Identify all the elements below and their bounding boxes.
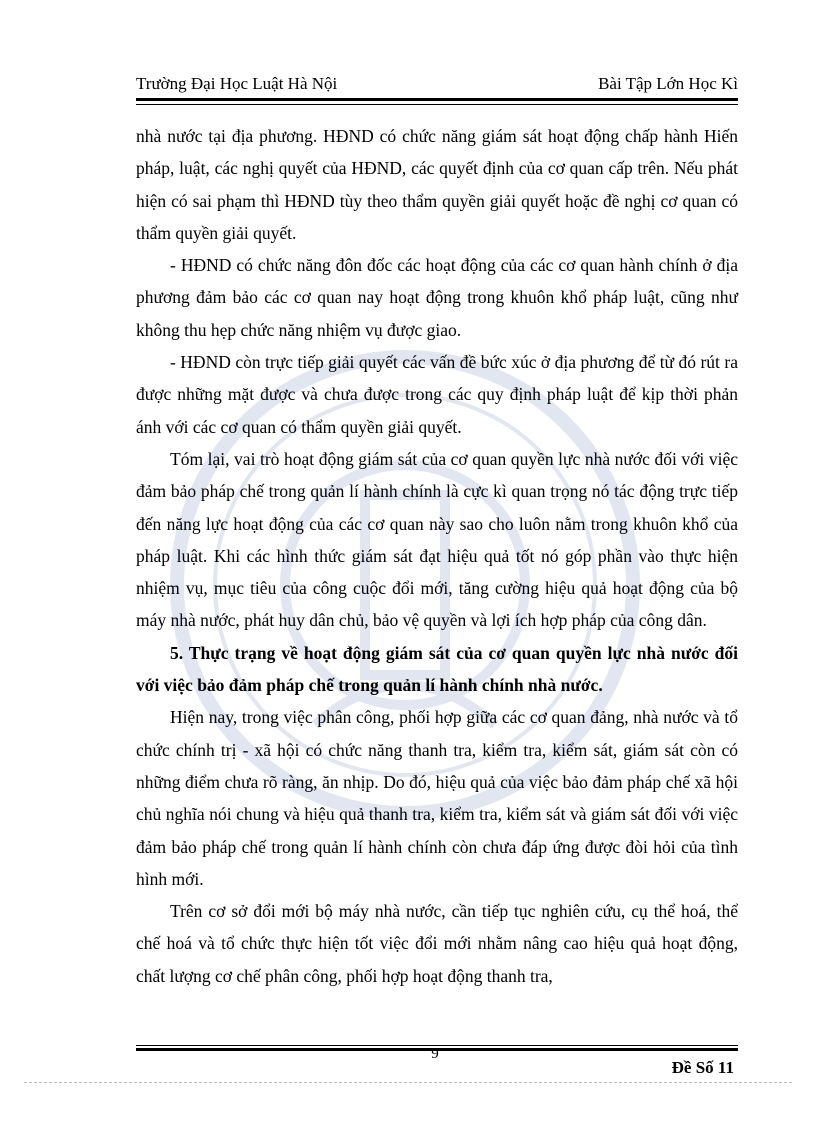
paragraph: Trên cơ sở đổi mới bộ máy nhà nước, cần tiếp tục nghiên cứu, cụ thể hoá, thể chế hoá và tổ chức thực hiện tốt việc đổi mới nhằm nâng cao hiệu quả hoạt động, chất lượng cơ chế phân công, phối hợp hoạt động thanh tra, [136, 901, 738, 986]
header-divider [136, 98, 738, 105]
header-assignment-title: Bài Tập Lớn Học Kì [598, 74, 738, 93]
paragraph: nhà nước tại địa phương. HĐND có chức năng giám sát hoạt động chấp hành Hiến pháp, luật, các nghị quyết của HĐND, các quyết định của cơ quan cấp trên. Nếu phát hiện có sai phạm thì HĐND tùy theo thẩm quyền giải quyết hoặc đề nghị cơ quan có thẩm quyền giải quyết. [136, 126, 738, 243]
page-bottom-border [24, 1082, 792, 1085]
section-heading: 5. Thực trạng về hoạt động giám sát của cơ quan quyền lực nhà nước đối với việc bảo đảm pháp chế trong quản lí hành chính nhà nước. [136, 642, 738, 696]
paragraph: Tóm lại, vai trò hoạt động giám sát của cơ quan quyền lực nhà nước đối với việc đảm bảo pháp chế trong quản lí hành chính là cực kì quan trọng nó tác động trực tiếp đến năng lực hoạt động của các cơ quan này sao cho luôn nằm trong khuôn khổ của pháp luật. Khi các hình thức giám sát đạt hiệu quả tốt nó góp phần vào thực hiện nhiệm vụ, mục tiêu của công cuộc đổi mới, tăng cường hiệu quả hoạt động của bộ máy nhà nước, phát huy dân chủ, bảo vệ quyền và lợi ích hợp pháp của công dân. [136, 448, 738, 631]
document-body [136, 120, 738, 992]
header-school-name: Trường Đại Học Luật Hà Nội [136, 74, 338, 93]
paragraph: - HĐND có chức năng đôn đốc các hoạt động của các cơ quan hành chính ở địa phương đảm bảo các cơ quan nay hoạt động trong khuôn khổ pháp luật, cũng như không thu hẹp chức năng nhiệm vụ được giao. [136, 255, 738, 340]
document-number: Đề Số 11 [671, 1058, 734, 1077]
page-number: 9 [431, 1046, 439, 1062]
page-header [136, 74, 738, 98]
paragraph: Hiện nay, trong việc phân công, phối hợp giữa các cơ quan đảng, nhà nước và tổ chức chính trị - xã hội có chức năng thanh tra, kiểm tra, kiểm sát, giám sát còn có những điểm chưa rõ ràng, ăn nhịp. Do đó, hiệu quả của việc bảo đảm pháp chế xã hội chủ nghĩa nói chung và hiệu quả thanh tra, kiểm tra, kiểm sát và giám sát đối với việc đảm bảo pháp chế trong quản lí hành chính còn chưa đáp ứng được đòi hỏi của tình hình mới. [136, 707, 738, 889]
paragraph: - HĐND còn trực tiếp giải quyết các vấn đề bức xúc ở địa phương để từ đó rút ra được những mặt được và chưa được trong các quy định pháp luật để kịp thời phản ánh với các cơ quan có thẩm quyền giải quyết. [136, 352, 738, 437]
